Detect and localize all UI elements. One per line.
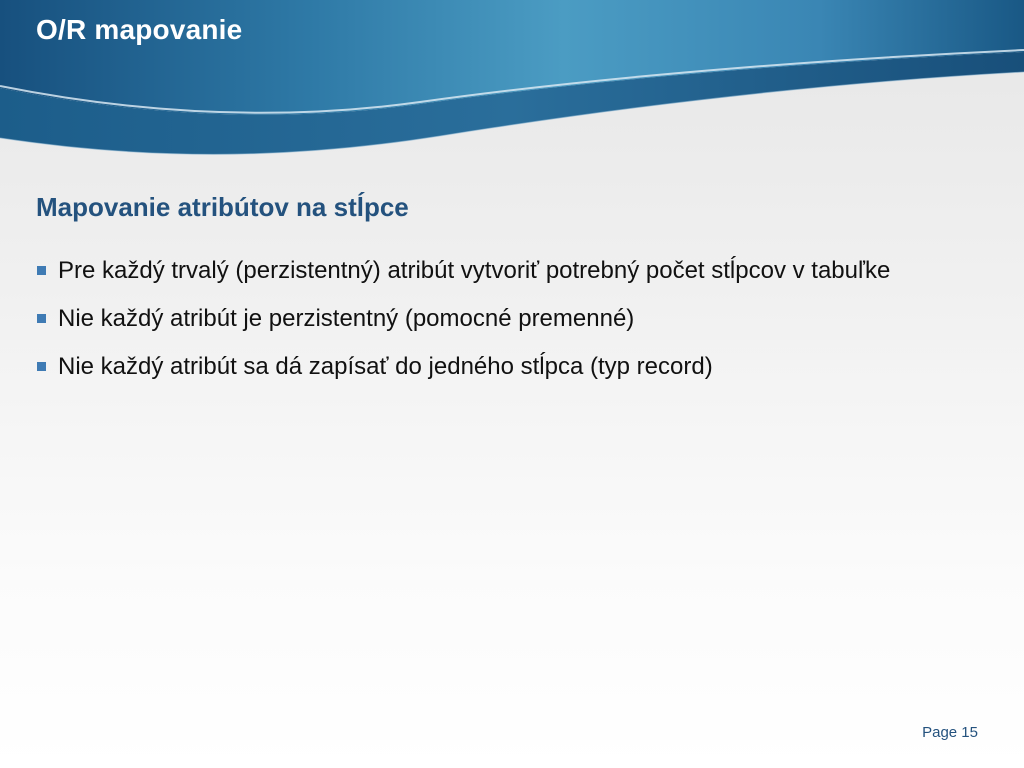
square-bullet-icon [37, 362, 46, 371]
bullet-list [36, 254, 976, 398]
slide-title: O/R mapovanie [36, 14, 243, 45]
bullet-text: Pre každý trvalý (perzistentný) atribút vytvoriť potrebný počet stĺpcov v tabuľke [58, 257, 891, 284]
section-subtitle: Mapovanie atribútov na stĺpce [36, 192, 409, 222]
page-number: Page 15 [922, 724, 978, 741]
bullet-item [36, 350, 976, 384]
square-bullet-icon [37, 266, 46, 275]
bullet-item [36, 302, 976, 336]
square-bullet-icon [37, 314, 46, 323]
bullet-text: Nie každý atribút je perzistentný (pomocné premenné) [58, 305, 635, 332]
bullet-text: Nie každý atribút sa dá zapísať do jedného stĺpca (typ record) [58, 353, 713, 380]
bullet-item [36, 254, 976, 288]
